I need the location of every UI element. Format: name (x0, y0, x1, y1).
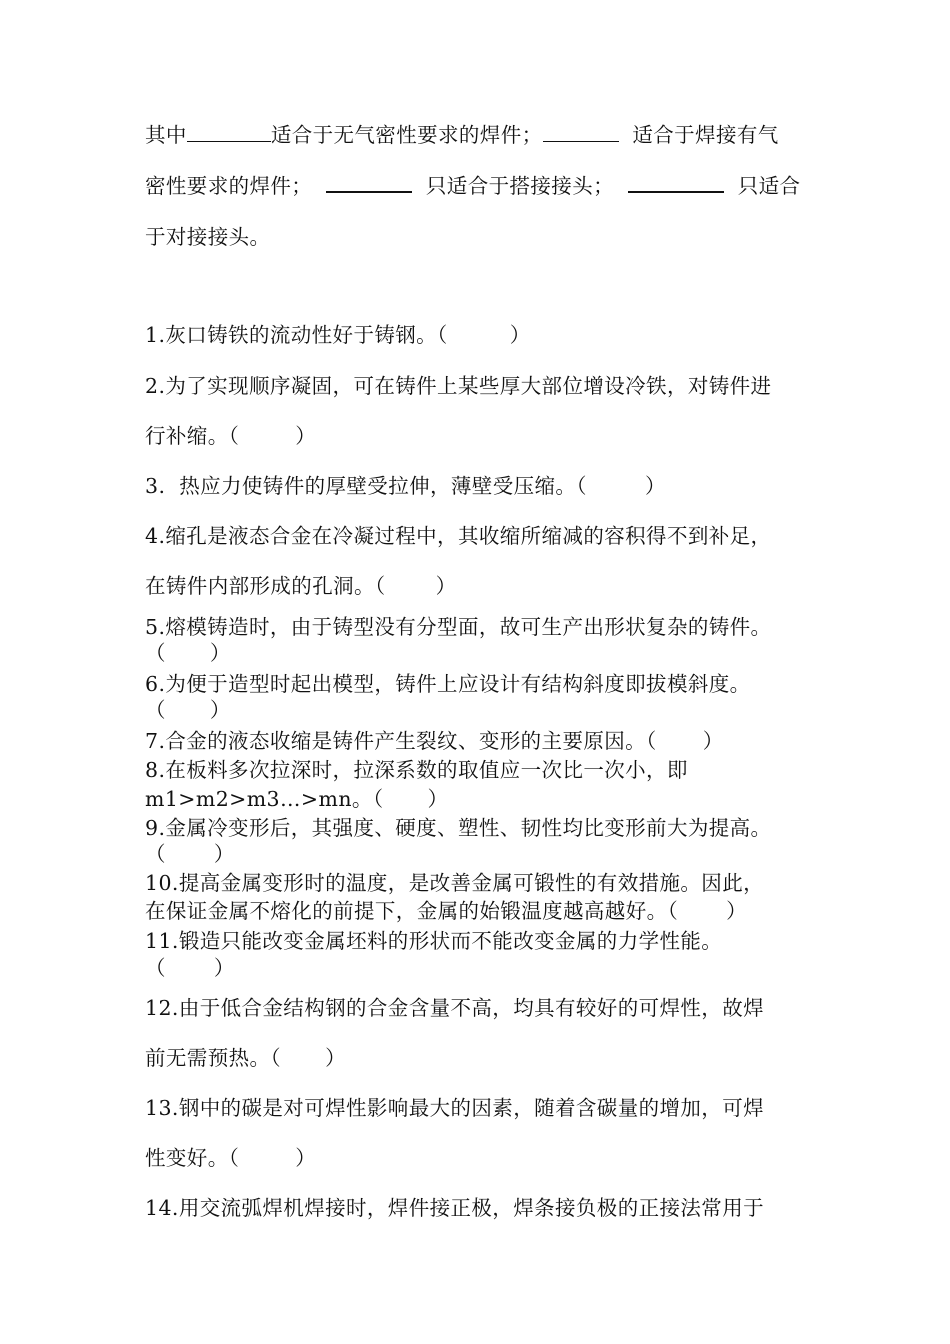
question-text: 前无需预热。（ (145, 1046, 282, 1070)
answer-blank[interactable] (543, 123, 619, 142)
question-5 (145, 614, 771, 640)
close-paren: ） (213, 842, 235, 866)
question-4-cont (145, 573, 456, 599)
question-number: 11. (145, 929, 179, 953)
text: 密性要求的焊件； (145, 174, 313, 198)
question-8-cont (145, 786, 448, 812)
question-number: 13. (145, 1096, 179, 1120)
question-14 (145, 1195, 764, 1221)
question-11-cont (145, 955, 235, 981)
blank-line-1 (145, 122, 779, 148)
text: 只适合 (737, 174, 801, 198)
question-text: 缩孔是液态合金在冷凝过程中，其收缩所缩减的容积得不到补足， (165, 524, 772, 548)
question-text: 熔模铸造时，由于铸型没有分型面，故可生产出形状复杂的铸件。 (165, 615, 772, 639)
close-paren: ） (295, 424, 317, 448)
text: 只适合于搭接接头； (425, 174, 614, 198)
question-number: 14. (145, 1196, 179, 1220)
question-13 (145, 1095, 764, 1121)
close-paren: ） (509, 323, 531, 347)
question-text: m1>m2>m3…>mn。（ (145, 787, 384, 811)
question-number: 2. (145, 374, 166, 398)
question-12-cont (145, 1045, 346, 1071)
question-12 (145, 995, 764, 1021)
question-number: 8. (145, 758, 166, 782)
question-6-cont (145, 697, 231, 723)
question-text: 为了实现顺序凝固，可在铸件上某些厚大部位增设冷铁，对铸件进 (165, 374, 772, 398)
question-11 (145, 928, 722, 954)
close-paren: ） (435, 574, 457, 598)
question-text: 行补缩。（ (145, 424, 240, 448)
question-number: 5. (145, 615, 166, 639)
question-9 (145, 815, 771, 841)
close-paren: ） (427, 787, 449, 811)
question-text: 为便于造型时起出模型，铸件上应设计有结构斜度即拔模斜度。 (165, 672, 751, 696)
question-number: 7. (145, 729, 166, 753)
close-paren: ） (209, 698, 231, 722)
question-8 (145, 757, 688, 783)
question-text: 用交流弧焊机焊接时，焊件接正极，焊条接负极的正接法常用于 (178, 1196, 765, 1220)
question-7 (145, 728, 724, 754)
question-text: 提高金属变形时的温度，是改善金属可锻性的有效措施。因此， (178, 871, 765, 895)
answer-blank[interactable] (326, 173, 412, 193)
blank-line-2 (145, 173, 800, 199)
question-2-cont (145, 423, 316, 449)
question-text: 在板料多次拉深时，拉深系数的取值应一次比一次小，即 (165, 758, 688, 782)
close-paren: ） (295, 1146, 317, 1170)
close-paren: ） (325, 1046, 346, 1070)
question-text: 灰口铸铁的流动性好于铸钢。（ (165, 323, 448, 347)
question-number: 4. (145, 524, 166, 548)
question-4 (145, 523, 771, 549)
question-number: 12. (145, 996, 179, 1020)
question-text: 由于低合金结构钢的合金含量不高，均具有较好的可焊性，故焊 (178, 996, 765, 1020)
question-6 (145, 671, 751, 697)
text: 适合于焊接有气 (632, 123, 779, 147)
close-paren: ） (702, 729, 724, 753)
question-text: 在铸件内部形成的孔洞。（ (145, 574, 386, 598)
question-9-cont (145, 841, 235, 867)
question-5-cont (145, 640, 231, 666)
text: 适合于无气密性要求的焊件； (270, 123, 543, 147)
open-paren: （ (145, 842, 166, 866)
question-10-cont (145, 898, 747, 924)
text: 其中 (145, 123, 187, 147)
question-text: 合金的液态收缩是铸件产生裂纹、变形的主要原因。（ (165, 729, 657, 753)
question-10 (145, 870, 764, 896)
close-paren: ） (209, 641, 231, 665)
blank-line-3 (145, 224, 270, 250)
question-1 (145, 322, 531, 348)
open-paren: （ (145, 641, 166, 665)
question-number: 3. (145, 474, 166, 498)
answer-blank[interactable] (628, 173, 724, 193)
close-paren: ） (213, 956, 235, 980)
close-paren: ） (644, 474, 666, 498)
question-number: 10. (145, 871, 179, 895)
close-paren: ） (726, 899, 748, 923)
question-number: 9. (145, 816, 166, 840)
question-13-cont (145, 1145, 316, 1171)
answer-blank[interactable] (187, 123, 271, 142)
question-text: 热应力使铸件的厚壁受拉伸，薄壁受压缩。（ (179, 474, 587, 498)
open-paren: （ (145, 698, 166, 722)
question-text: 锻造只能改变金属坯料的形状而不能改变金属的力学性能。 (178, 929, 723, 953)
question-2 (145, 373, 771, 399)
question-number: 1. (145, 323, 166, 347)
question-text: 金属冷变形后，其强度、硬度、塑性、韧性均比变形前大为提高。 (165, 816, 772, 840)
question-number: 6. (145, 672, 166, 696)
question-3 (145, 473, 666, 499)
question-text: 在保证金属不熔化的前提下，金属的始锻温度越高越好。（ (145, 899, 679, 923)
question-text: 钢中的碳是对可焊性影响最大的因素，随着含碳量的增加，可焊 (178, 1096, 765, 1120)
open-paren: （ (145, 956, 166, 980)
text: 于对接接头。 (145, 225, 271, 249)
question-text: 性变好。（ (145, 1146, 240, 1170)
